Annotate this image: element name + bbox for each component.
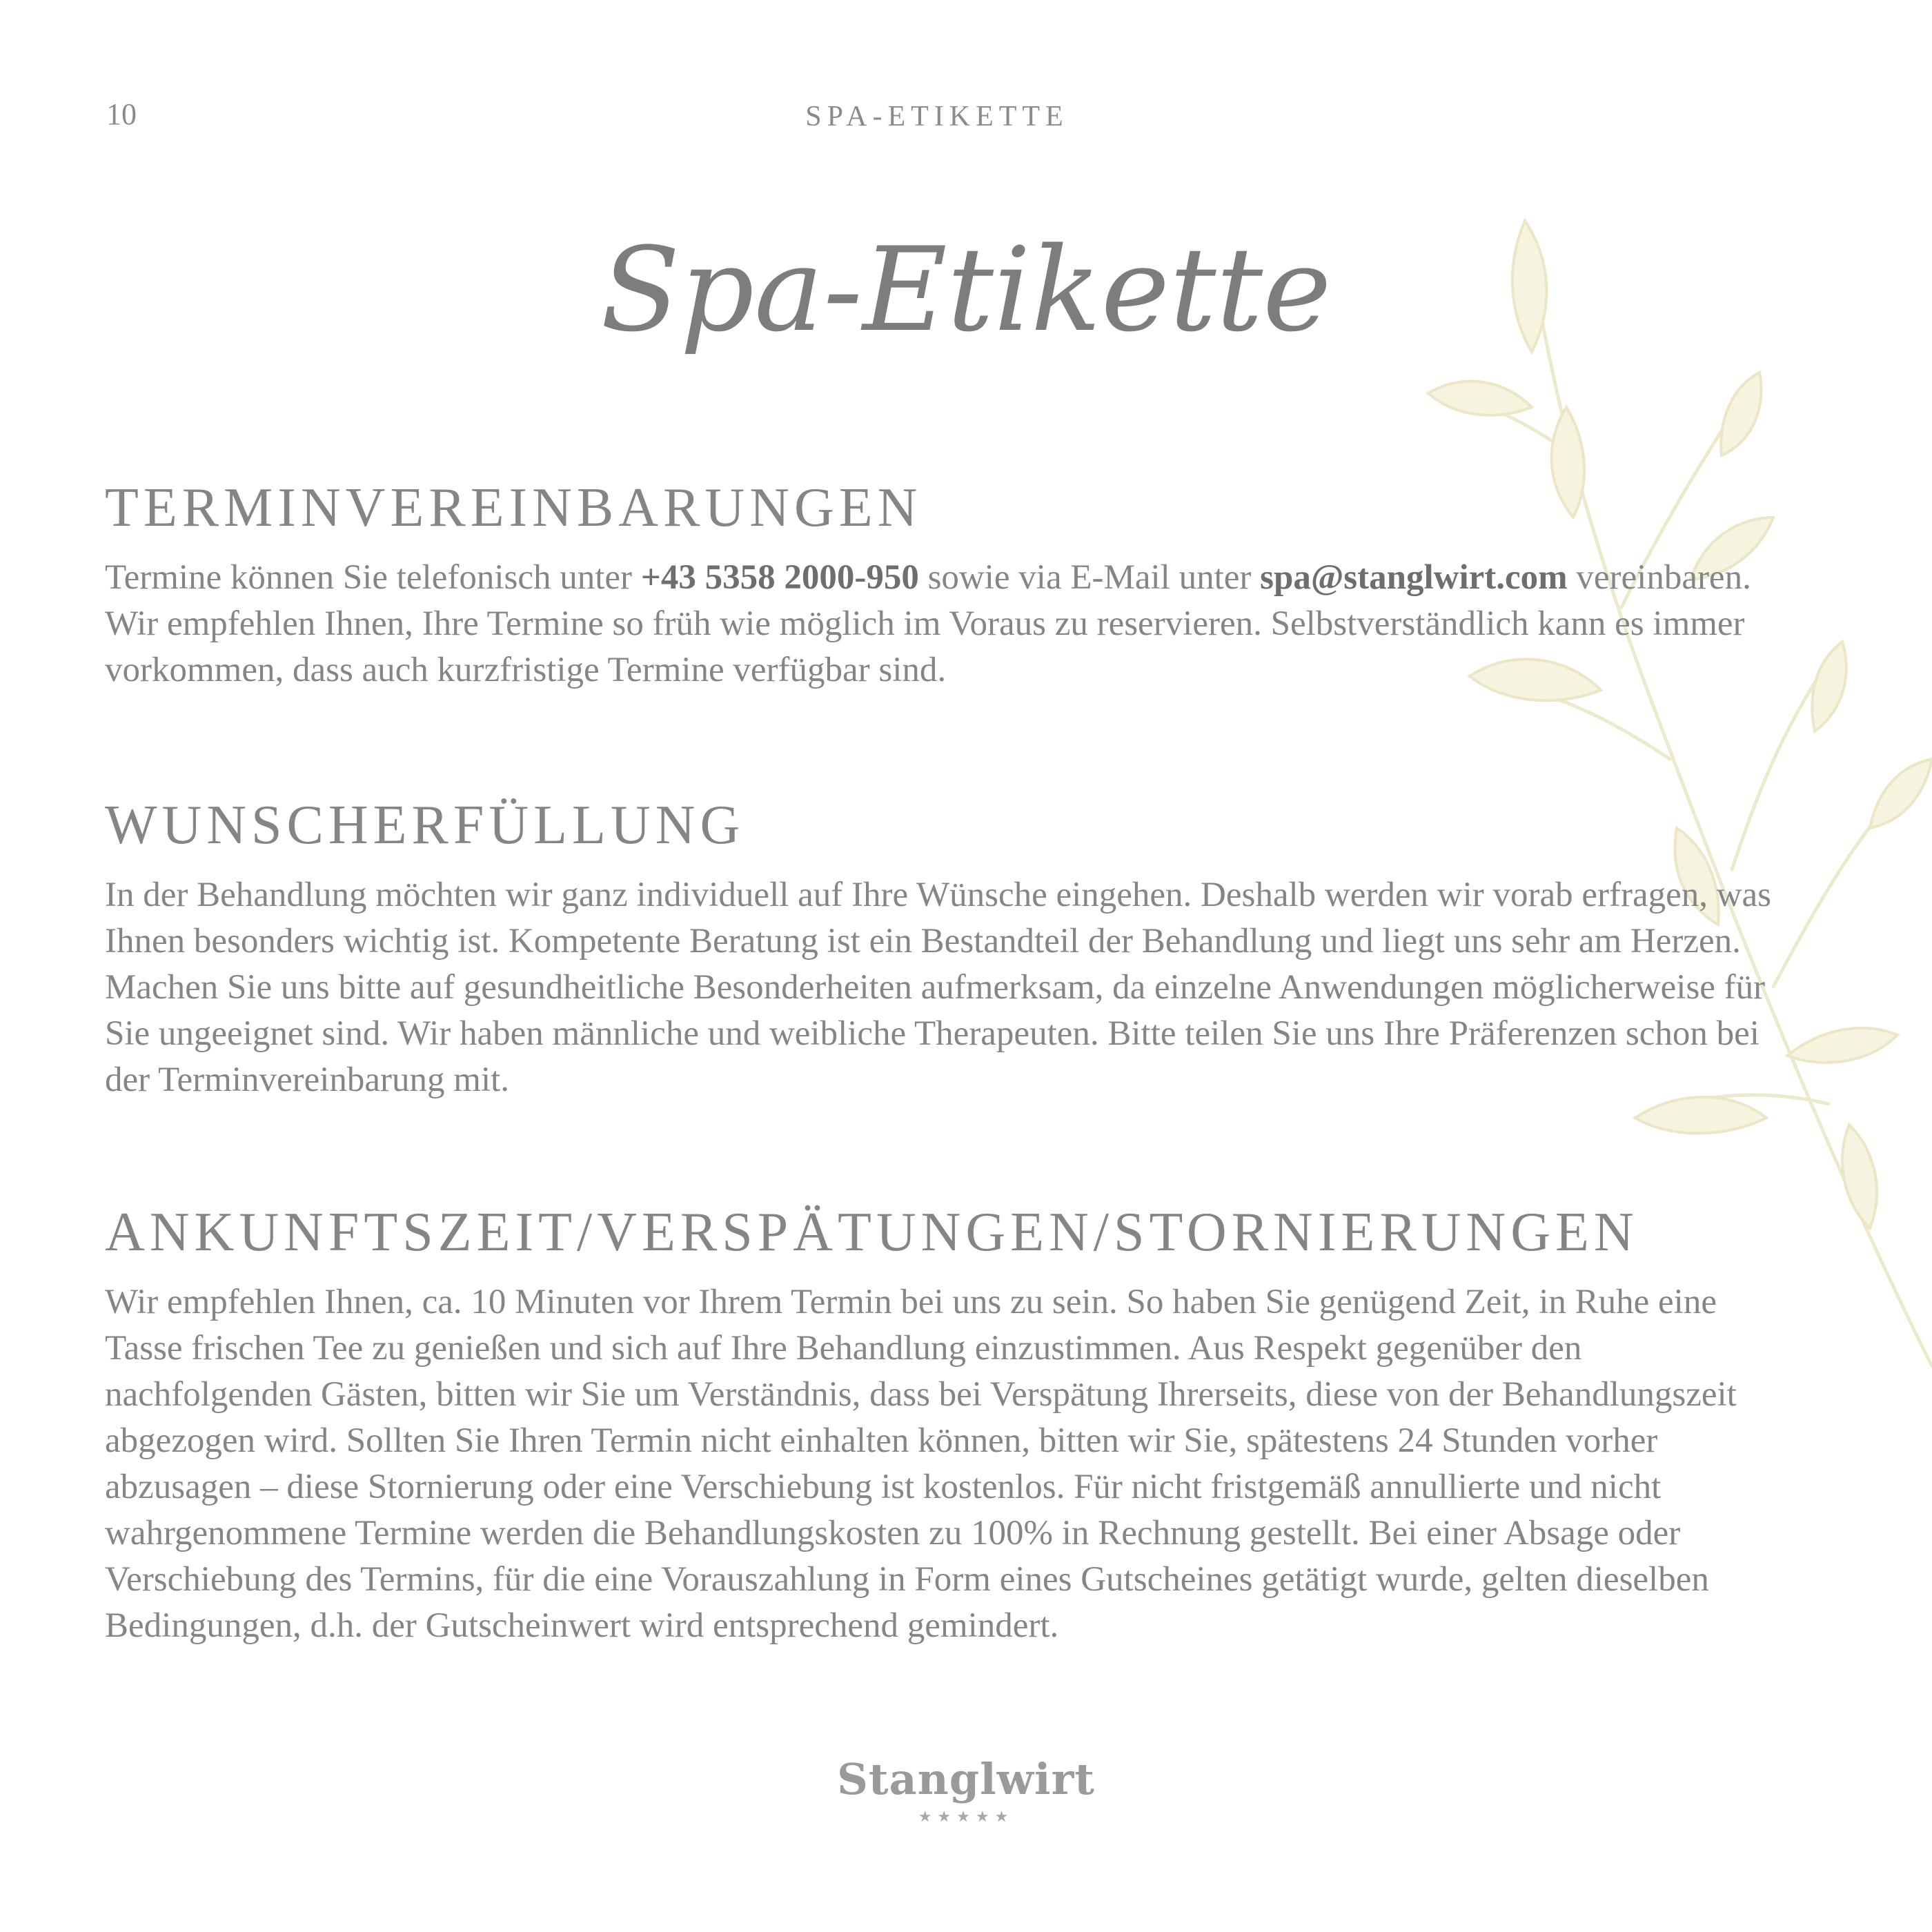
- phone-number: +43 5358 2000-950: [640, 558, 919, 597]
- body-text: Termine können Sie telefonisch unter: [105, 558, 641, 597]
- section-heading: TERMINVEREINBARUNGEN: [105, 477, 923, 538]
- section-body: In der Behandlung möchten wir ganz individuell auf Ihre Wünsche eingehen. Deshalb werden wir vorab erfragen, was Ihnen besonders wichtig ist. Kompetente Beratung ist ein Bestandteil der Behandlung und liegt uns sehr am Herzen. Machen Sie uns bitte auf gesundheitliche Besonderheiten aufmerksam, da einzelne Anwendungen möglicherweise für Sie ungeeignet sind. Wir haben männliche und weibliche Therapeuten. Bitte teilen Sie uns Ihre Präferenzen schon bei der Terminvereinbarung mit.: [105, 876, 1772, 1099]
- section-body: [105, 555, 1775, 693]
- section-heading: WUNSCHERFÜLLUNG: [105, 795, 745, 856]
- section-terminvereinbarungen: [105, 476, 1775, 693]
- running-head: SPA-ETIKETTE: [805, 101, 1069, 132]
- logo-wordmark: Stanglwirt: [837, 1754, 1095, 1804]
- section-body: Wir empfehlen Ihnen, ca. 10 Minuten vor Ihrem Termin bei uns zu sein. So haben Sie genügend Zeit, in Ruhe eine Tasse frischen Tee zu genießen und sich auf Ihre Behandlung einzustimmen. Aus Respekt gegenüber den nachfolgenden Gästen, bitten wir Sie um Verständnis, dass bei Verspätung Ihrerseits, diese von der Behandlungszeit abgezogen wird. Sollten Sie Ihren Termin nicht einhalten können, bitten wir Sie, spätestens 24 Stunden vorher abzusagen – diese Stornierung oder eine Verschiebung ist kostenlos. Für nicht fristgemäß annullierte und nicht wahrgenommene Termine werden die Behandlungskosten zu 100% in Rechnung gestellt. Bei einer Absage oder Verschiebung des Termins, für die eine Vorauszahlung in Form eines Gutscheines getätigt wurde, gelten dieselben Bedingungen, d.h. der Gutscheinwert wird entsprechend gemindert.: [105, 1283, 1737, 1645]
- section-heading: ANKUNFTSZEIT/VERSPÄTUNGEN/STORNIERUNGEN: [105, 1202, 1639, 1263]
- logo-stars: ★★★★★: [918, 1808, 1014, 1825]
- page-title: Spa-Etikette: [600, 222, 1332, 357]
- stanglwirt-logo: [0, 1754, 1932, 1826]
- section-wunscherfuellung: [105, 793, 1775, 1103]
- page-number: 10: [106, 97, 137, 131]
- email-address: spa@stanglwirt.com: [1260, 558, 1568, 597]
- body-text: vereinbaren. Wir empfehlen Ihnen, Ihre Termine so früh wie möglich im Voraus zu reservieren. Selbstverständlich kann es immer vorkommen, dass auch kurzfristige Termine verfügbar sind.: [105, 558, 1751, 689]
- body-text: sowie via E-Mail unter: [918, 558, 1261, 597]
- section-ankunftszeit: [105, 1201, 1775, 1649]
